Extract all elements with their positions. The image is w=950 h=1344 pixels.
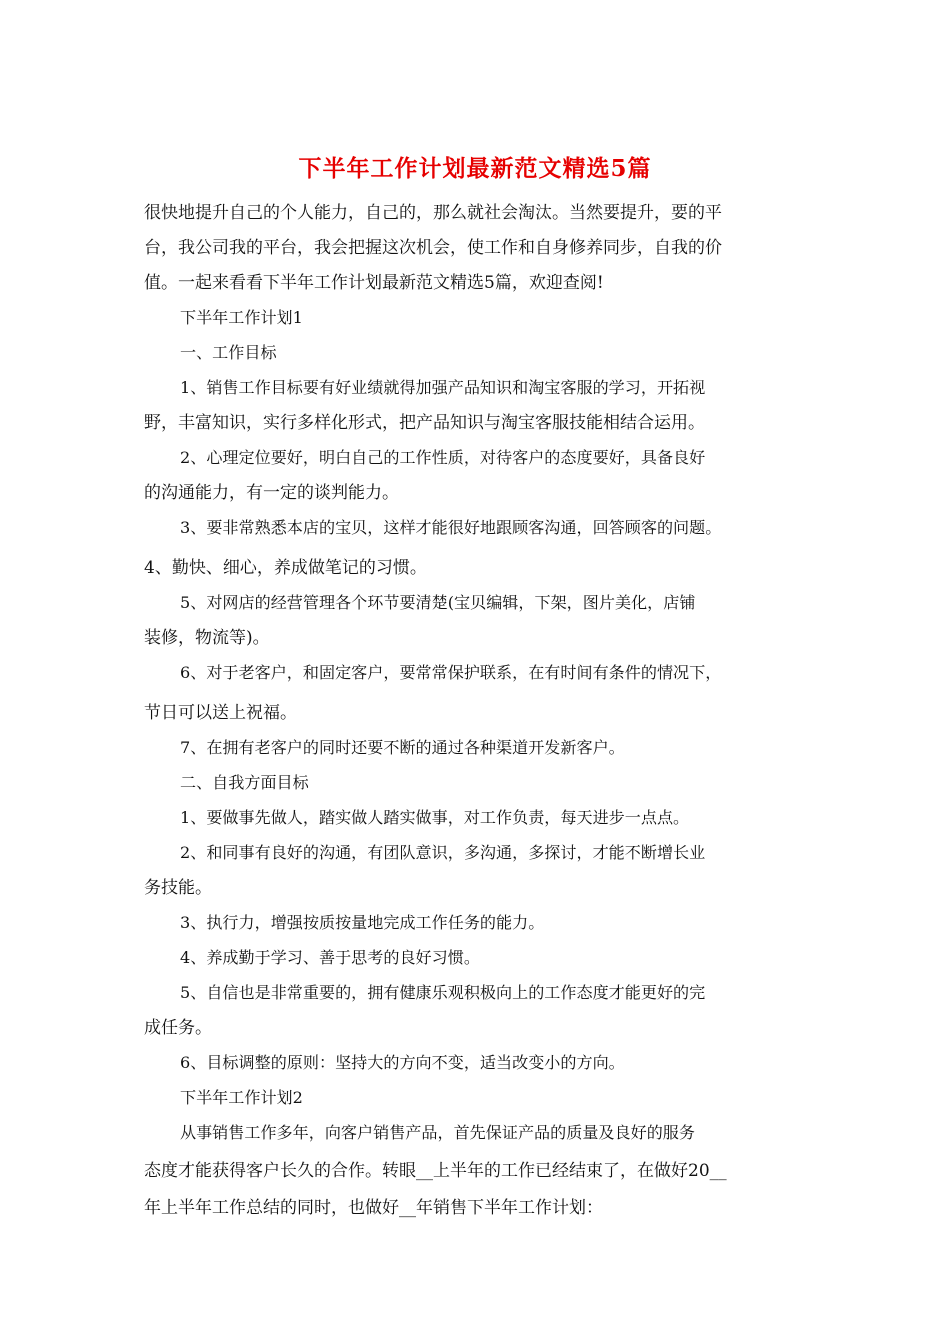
paragraph-line: 成任务。: [144, 1018, 212, 1038]
subsection-heading: 一、工作目标: [180, 343, 277, 362]
paragraph-line: 1、销售工作目标要有好业绩就得加强产品知识和淘宝客服的学习，开拓视: [180, 378, 706, 397]
paragraph-line: 5、自信也是非常重要的，拥有健康乐观积极向上的工作态度才能更好的完: [180, 983, 706, 1002]
section-heading: 下半年工作计划2: [180, 1088, 303, 1107]
paragraph-line: 务技能。: [144, 878, 212, 898]
paragraph-line: 台，我公司我的平台，我会把握这次机会，使工作和自身修养同步，自我的价: [144, 238, 722, 258]
paragraph-line: 态度才能获得客户长久的合作。转眼__上半年的工作已经结束了，在做好20__: [144, 1161, 727, 1181]
paragraph-line: 节日可以送上祝福。: [144, 703, 297, 723]
paragraph-line: 2、心理定位要好，明白自己的工作性质，对待客户的态度要好，具备良好: [180, 448, 706, 467]
paragraph-line: 2、和同事有良好的沟通，有团队意识，多沟通，多探讨，才能不断增长业: [180, 843, 706, 862]
paragraph-line: 装修，物流等)。: [144, 628, 270, 648]
paragraph-line: 从事销售工作多年，向客户销售产品，首先保证产品的质量及良好的服务: [180, 1123, 695, 1142]
paragraph-line: 野，丰富知识，实行多样化形式，把产品知识与淘宝客服技能相结合运用。: [144, 413, 705, 433]
paragraph-line: 值。一起来看看下半年工作计划最新范文精选5篇，欢迎查阅!: [144, 273, 604, 293]
paragraph-line: 3、执行力，增强按质按量地完成工作任务的能力。: [180, 913, 545, 932]
paragraph-line: 年上半年工作总结的同时，也做好__年销售下半年工作计划：: [144, 1198, 603, 1218]
paragraph-line: 1、要做事先做人，踏实做人踏实做事，对工作负责，每天进步一点点。: [180, 808, 690, 827]
subsection-heading: 二、自我方面目标: [180, 773, 309, 792]
paragraph-line: 的沟通能力，有一定的谈判能力。: [144, 483, 399, 503]
paragraph-line: 3、要非常熟悉本店的宝贝，这样才能很好地跟顾客沟通，回答顾客的问题。: [180, 518, 722, 537]
section-heading: 下半年工作计划1: [180, 308, 303, 327]
paragraph-line: 6、对于老客户，和固定客户，要常常保护联系，在有时间有条件的情况下，: [180, 663, 722, 682]
paragraph-line: 6、目标调整的原则：坚持大的方向不变，适当改变小的方向。: [180, 1053, 625, 1072]
document-title: 下半年工作计划最新范文精选5篇: [298, 155, 652, 182]
paragraph-line: 4、养成勤于学习、善于思考的良好习惯。: [180, 948, 480, 967]
paragraph-line: 4、勤快、细心，养成做笔记的习惯。: [144, 558, 427, 578]
paragraph-line: 7、在拥有老客户的同时还要不断的通过各种渠道开发新客户。: [180, 738, 625, 757]
paragraph-line: 5、对网店的经营管理各个环节要清楚(宝贝编辑，下架，图片美化，店铺: [180, 593, 696, 612]
paragraph-line: 很快地提升自己的个人能力，自己的，那么就社会淘汰。当然要提升，要的平: [144, 203, 722, 223]
